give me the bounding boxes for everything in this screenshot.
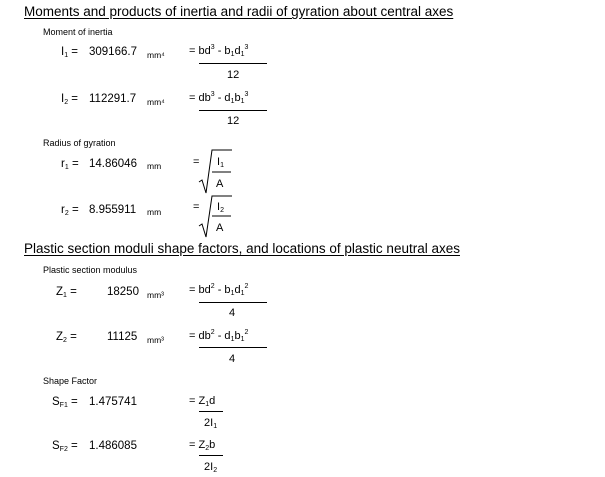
i2-formula-denominator: 12 [227,115,240,127]
section-heading-inertia: Moments and products of inertia and radii of gyration about central axes [24,4,454,19]
r2-denominator: A [216,222,224,234]
r2-value: 8.955911 [89,204,137,216]
sf1-formula-denominator: $2I_1$ [204,417,218,430]
sf2-value: 1.486085 [89,440,137,452]
i1-label: $I_1$ = [61,46,79,59]
z2-value: 11125 [107,331,138,343]
section-heading-plastic: Plastic section moduli shape factors, and locations of plastic neutral axes [24,241,460,256]
sf2-fraction-bar [199,455,223,456]
i1-formula-denominator: 12 [227,69,240,81]
i1-value: 309166.7 [89,46,137,58]
r1-unit: mm [147,161,162,171]
r2-label: $r_2$ = [61,204,79,217]
i2-formula-numerator: = $db^3 - d_1b_1^3$ [189,91,249,105]
i2-label: $I_2$ = [61,93,79,106]
z1-fraction-bar [199,302,267,303]
moment-of-inertia-label: Moment of inertia [43,27,113,37]
z2-formula-denominator: 4 [229,353,236,365]
sf1-label: $S_{F1}$ = [52,396,78,409]
r2-numerator: $I_2$ [217,201,224,214]
z2-fraction-bar [199,347,267,348]
i1-formula-numerator: = $bd^3 - b_1d_1^3$ [189,44,249,58]
z2-unit: mm³ [147,335,164,345]
r2-unit: mm [147,207,162,217]
sf2-formula-numerator: = $Z_2b$ [189,439,216,452]
r1-numerator: $I_1$ [217,156,224,169]
i2-value: 112291.7 [89,93,137,105]
r1-equals: = [193,156,200,168]
r1-value: 14.86046 [89,158,137,170]
z1-value: 18250 [107,286,139,298]
sf1-value: 1.475741 [89,396,137,408]
sf2-formula-denominator: $2I_2$ [204,461,218,474]
z1-unit: mm³ [147,290,164,300]
i2-fraction-bar [199,110,267,111]
radius-of-gyration-label: Radius of gyration [43,138,116,148]
plastic-section-modulus-label: Plastic section modulus [43,265,138,275]
sf1-formula-numerator: = $Z_1d$ [189,395,216,408]
z1-formula-denominator: 4 [229,307,236,319]
r1-label: $r_1$ = [61,158,79,171]
z1-formula-numerator: = $bd^2 - b_1d_1^2$ [189,283,249,297]
sf2-label: $S_{F2}$ = [52,440,78,453]
shape-factor-label: Shape Factor [43,376,98,386]
sf1-fraction-bar [199,411,223,412]
z2-formula-numerator: = $db^2 - d_1b_1^2$ [189,329,249,343]
i1-fraction-bar [199,63,267,64]
i2-unit: mm⁴ [147,97,165,107]
r1-denominator: A [216,178,224,190]
r2-equals: = [193,201,200,213]
i1-unit: mm⁴ [147,50,165,60]
z1-label: $Z_1$ = [56,286,77,299]
z2-label: $Z_2$ = [56,331,77,344]
